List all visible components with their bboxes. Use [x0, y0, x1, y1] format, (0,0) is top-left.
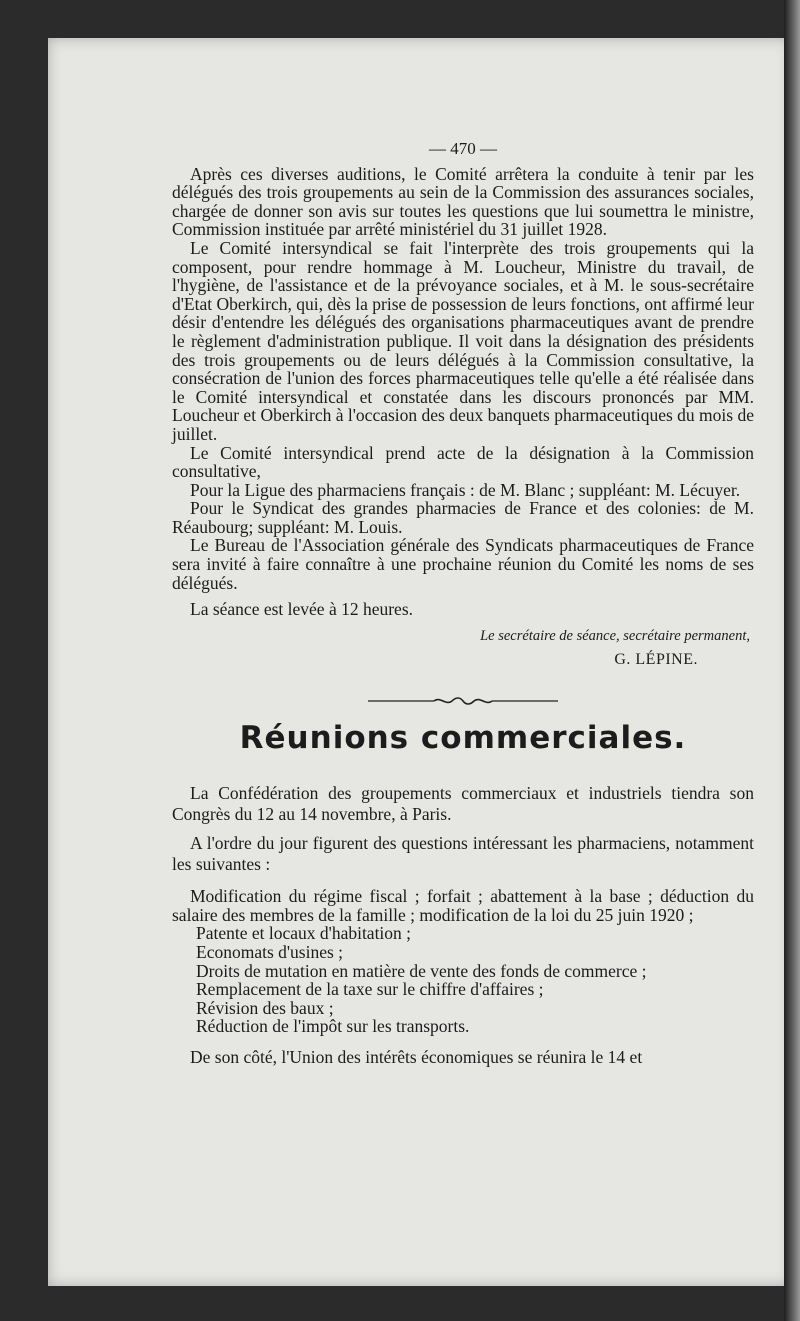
paragraph: Le Bureau de l'Association générale des Syndicats pharmaceutiques de France sera invité à faire connaître à une prochaine réunion du Comité les noms de ses délégués. — [172, 535, 754, 593]
page-number: — 470 — — [429, 139, 497, 158]
paragraph: La Confédération des groupements commerciaux et industriels tiendra son Congrès du 12 au 14 novembre, à Paris. — [172, 783, 754, 825]
paragraph: Pour la Ligue des pharmaciens français : de M. Blanc ; suppléant: M. Lécuyer. — [190, 479, 741, 500]
section-title: Réunions commerciales. — [239, 719, 687, 756]
list-item: Droits de mutation en matière de vente des fonds de commerce ; — [196, 960, 647, 981]
list-item: Patente et locaux d'habitation ; — [196, 923, 412, 944]
signature-role: Le secrétaire de séance, secrétaire permanent, — [480, 627, 750, 644]
paragraph: La séance est levée à 12 heures. — [190, 599, 414, 620]
paragraph: Le Comité intersyndical prend acte de la désignation à la Commission consultative, — [172, 442, 754, 482]
page-content — [172, 140, 754, 1067]
list-item: Révision des baux ; — [196, 997, 334, 1018]
item-list — [172, 924, 754, 1036]
signature-name: G. LÉPINE. — [614, 651, 698, 669]
paragraph: A l'ordre du jour figurent des questions intéressant les pharmaciens, notamment les suivantes : — [172, 833, 754, 875]
binding-strip — [784, 0, 800, 1321]
divider-ornament — [172, 692, 754, 711]
paragraph: Le Comité intersyndical se fait l'interprète des trois groupements qui la composent, pour rendre hommage à M. Loucheur, Ministre du travail, de l'hygiène, de l'assistance et de la prévoyance sociales, et à M. le sous-secrétaire d'Etat Oberkirch, qui, dès la prise de possession de leurs fonctions, ont affirmé leur désir d'entendre les délégués des organisations pharmaceutiques avant de prendre le règlement d'administration publique. Il voit dans la désignation des présidents des trois groupements ou de leurs délégués à la Commission consultative, la consécration de l'union des forces pharmaceutiques telle qu'elle a été réalisée dans le Comité intersyndical et constatée dans les discours prononcés par MM. Loucheur et Oberkirch à l'occasion des deux banquets pharmaceutiques du mois de juillet. — [172, 237, 754, 444]
list-first-item: Modification du régime fiscal ; forfait ; abattement à la base ; déduction du salaire des membres de la famille ; modification de la loi du 25 juin 1920 ; — [172, 886, 754, 925]
paragraph: Pour le Syndicat des grandes pharmacies de France et des colonies: de M. Réaubourg; suppléant: M. Louis. — [172, 498, 754, 537]
paragraph: De son côté, l'Union des intérêts économiques se réunira le 14 et — [190, 1046, 643, 1067]
list-item: Réduction de l'impôt sur les transports. — [196, 1016, 470, 1037]
list-item: Remplacement de la taxe sur le chiffre d'affaires ; — [196, 979, 544, 1000]
list-item: Economats d'usines ; — [196, 942, 344, 962]
paragraph: Après ces diverses auditions, le Comité arrêtera la conduite à tenir par les délégués des trois groupements au sein de la Commission des assurances sociales, chargée de donner son avis sur toutes les questions que lui soumettra le ministre, Commission instituée par arrêté ministériel du 31 juillet 1928. — [172, 163, 754, 240]
